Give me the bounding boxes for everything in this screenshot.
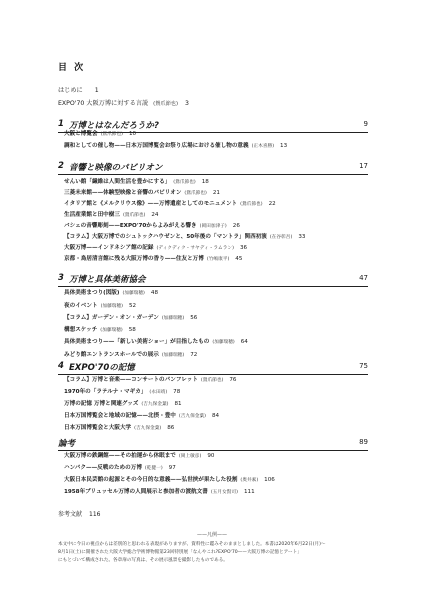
entry-page: 13 [280,143,288,149]
entry-author: (岡上敏彦) [178,454,202,459]
entry-author: (永田靖) [149,390,168,395]
section-number: 2 [58,161,64,171]
toc-entry[interactable] [64,313,364,322]
entry-title: 三菱未来館——体験型映像と音響のパビリオン [64,190,182,196]
toc-entry[interactable] [64,387,364,396]
entry-author: (加藤瑞穂) [100,328,123,333]
entry-author: (加藤瑞穂) [161,316,185,321]
entry-author: (奥井素) [240,478,259,483]
entry-author: (鴛爪節也) [153,101,178,107]
section-page: 47 [359,274,368,282]
section-4-heading[interactable] [58,361,368,373]
entry-page: 24 [151,212,159,218]
entry-title: 構想スケッチ [64,327,98,333]
entry-page: 18 [201,179,209,185]
toc-entry[interactable] [64,177,364,186]
section-page: 17 [359,162,368,170]
entry-page: 56 [190,315,198,321]
section-2-heading[interactable] [58,161,368,173]
entry-author: (乾健一) [144,466,163,471]
entry-title: 万博の記憶 万博と関連グッズ [64,401,139,407]
entry-author: (在谷彰吾) [269,235,293,240]
toc-entry[interactable] [64,288,364,297]
section-title: 音響と映像のパビリオン [69,163,163,173]
entry-page: 86 [167,425,175,431]
section-page: 9 [363,120,368,128]
entry-author: (鴛爪節也) [173,180,196,185]
entry-author: (正木喜勝) [251,144,275,149]
entry-title: ハンパク——反戦のための万博 [64,465,142,471]
entry-page: 106 [264,477,275,483]
entry-author: (鴛爪節也) [200,378,224,383]
entry-title: 調和としての催し物——日本万国博覧会お祭り広場における催し物の意義 [64,143,249,149]
entry-page: 45 [235,256,243,262]
toc-entry[interactable] [64,411,364,420]
toc-entry[interactable] [64,475,364,484]
note-line: 本文中に今日の視点からは差別的と思われる表現がありますが、資料性に鑑みそのままとしました。本書は2020年6月22日(月)〜 [58,542,326,547]
section-rule [58,174,368,175]
entry-title: はじめに [58,87,83,94]
section-title: 万博とはなんだろうか? [69,121,159,131]
entry-author: (加藤瑞穂) [161,353,185,358]
entry-author: (加藤瑞穂) [100,304,123,309]
toc-entry[interactable] [64,375,364,384]
entry-title: 1970年の「ラテルナ・マギカ」 [64,389,147,395]
front-entry-discourse[interactable] [58,98,189,107]
note-line: 8月1日(土)に開催された大阪大学総合学術博物館第23回特別展「なんやこれ?EXPO'70——大阪万博の記憶とアート」 [58,550,302,555]
entry-page: 1 [94,87,99,94]
toc-entry[interactable] [64,350,364,359]
entry-title: 夜のイベント [64,303,98,309]
entry-page: 81 [174,401,182,407]
entry-title: 【コラム】ガーデン・オン・ガーデン [64,315,159,321]
entry-title: 具体美術まつり——「新しい美術ショー」が目指したもの [64,339,210,345]
entry-page: 76 [229,377,237,383]
entry-page: 26 [232,223,240,229]
toc-entry[interactable] [64,325,364,334]
section-title: 万博と具体美術協会 [69,275,146,285]
entry-author: (鴛爪節也) [122,213,146,218]
entry-author: (岡田加津子) [199,224,227,229]
toc-entry[interactable] [64,301,364,310]
entry-author: (吉九保金葉) [141,402,169,407]
entry-title: イタリア館と《メルクリウス像》——万博遺産としてのモニュメント [64,201,238,207]
entry-author: (鴛爪節也) [100,132,123,137]
entry-page: 58 [128,327,136,333]
entry-title: 【コラム】大阪万博でのシュトックハウゼンと、50年後の「マントラ」関西初演 [64,234,267,240]
entry-title: 京都・鳥居清言館に残る大阪万博の香り——住友と万博 [64,256,204,262]
toc-entry[interactable] [64,487,364,496]
entry-page: 72 [190,352,198,358]
entry-title: 生活産業館と田中樹三 [64,212,120,218]
page-title: 目 次 [58,63,86,73]
entry-page: 33 [298,234,306,240]
toc-entry[interactable] [64,141,364,150]
entry-author: (吉九保金葉) [134,426,162,431]
entry-page: 52 [129,303,137,309]
notes-heading: ——凡例—— [196,532,227,538]
toc-entry[interactable] [64,210,364,219]
section-title: 論考 [58,439,76,449]
entry-page: 10 [129,131,137,137]
entry-title: バシェの音響彫刻——EXPO'70からよみがえる響き [64,223,197,229]
section-page: 75 [359,362,368,370]
section-number: 3 [58,273,64,283]
entry-title: 日本万国博覧会と地域の記憶——北摂・豊中 [64,413,176,419]
entry-page: 84 [212,413,220,419]
entry-author: (五月女賢司) [210,490,238,495]
entry-author: (吉九保金葉) [178,414,206,419]
entry-page: 90 [207,453,215,459]
entry-page: 97 [168,465,176,471]
references-title: 参考文献 [58,511,83,518]
entry-title: 具体美術まつり(図版) [64,290,120,296]
entry-page: 21 [212,190,220,196]
entry-title: 大阪万博の鉄鋼館——その拍運から休眠まで [64,453,176,459]
entry-title: 大阪日本民芸館の起源とその今日的な意義——弘世挟が果たした役割 [64,477,238,483]
toc-entry[interactable] [64,232,364,241]
entry-author: (加藤瑞穂) [212,340,235,345]
toc-entry[interactable] [64,221,364,230]
entry-author: (鴛爪節也) [184,191,207,196]
entry-title: みどり館エントランスホールでの展示 [64,352,159,358]
toc-entry[interactable] [64,188,364,197]
entry-author: (鴛爪節也) [240,202,263,207]
toc-entry[interactable] [64,423,364,432]
section-page: 89 [359,438,368,446]
entry-page: 64 [240,339,248,345]
references-entry[interactable] [58,509,100,518]
front-entry-intro[interactable] [58,85,99,94]
toc-entry[interactable] [64,463,364,472]
entry-title: EXPO'70 大阪万博に対する言説 [58,100,149,107]
entry-page: 48 [150,290,159,296]
entry-page: 3 [184,100,189,107]
toc-entry[interactable] [64,451,364,460]
references-page: 116 [89,511,101,518]
section-number: 4 [58,361,64,371]
entry-title: 1958年ブリュッセル万博の人間展示と参加者の渡航文書 [64,489,208,495]
toc-entry[interactable] [64,129,364,138]
entry-title: 【コラム】万博と音楽——コンサートのパンフレット [64,377,198,383]
entry-author: (加藤瑞穂) [122,291,145,296]
entry-author: (竹嶋康平) [206,257,230,262]
entry-page: 22 [268,201,276,207]
note-line: にもとづいて構成された。各章扉の写真は、その展示風景を撮影したものである。 [58,558,228,563]
entry-page: 111 [243,489,255,495]
section-3-heading[interactable] [58,273,368,285]
toc-entry[interactable] [64,199,364,208]
toc-entry[interactable] [64,254,364,263]
section-title: EXPO'70の記憶 [69,363,135,373]
entry-author: (ディクディク・サヤディ・ラムラン) [156,246,234,251]
entry-page: 78 [173,389,181,395]
section-number: 1 [58,119,64,129]
toc-entry[interactable] [64,243,364,252]
section-rule [58,286,368,287]
entry-title: せんい館「繊維は人間生活を豊かにする」 [64,179,171,185]
entry-page: 36 [239,245,248,251]
entry-title: 大阪万博——インドネシア館の記録 [64,245,154,251]
toc-entry[interactable] [64,337,364,346]
toc-entry[interactable] [64,399,364,408]
entry-title: 日本万国博覧会と大阪大学 [64,425,132,431]
entry-title: 大阪と博覧会 [64,131,98,137]
section-essays-heading[interactable] [58,437,368,449]
